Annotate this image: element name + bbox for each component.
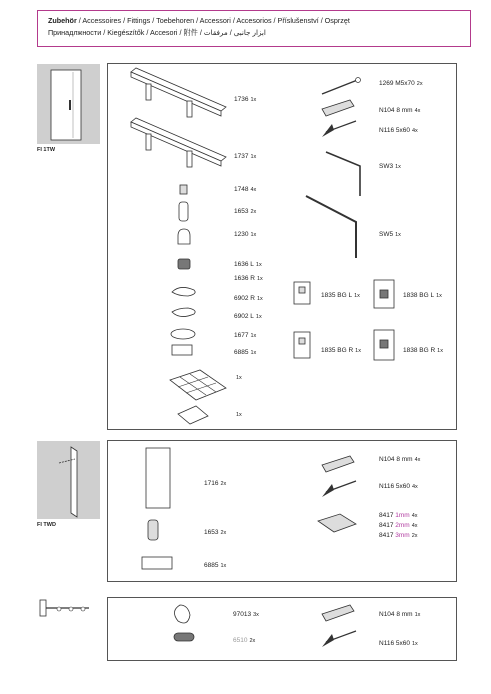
shim-size: 3mm: [395, 532, 410, 539]
part-code: 1269 M5x70: [379, 80, 415, 87]
part-label: [234, 275, 263, 282]
part-label: [234, 313, 262, 320]
part-code: 1838 BG L: [403, 292, 435, 299]
part-code: 1835 BG L: [321, 292, 353, 299]
part-code: SW3: [379, 163, 394, 170]
part-label: [204, 480, 226, 487]
part-qty: 4x: [414, 457, 421, 463]
shim-label: [379, 532, 418, 539]
part-label: [403, 347, 443, 354]
part-label: [234, 295, 263, 302]
part-code: 1835 BG R: [321, 347, 354, 354]
part-qty: 2x: [220, 481, 227, 487]
thumbnail-label: FI 1TW: [37, 147, 56, 153]
part-label: [379, 107, 420, 114]
part-qty: 2x: [416, 81, 423, 87]
part-label: [379, 456, 420, 463]
part-qty: 4x: [414, 108, 421, 114]
part-code: N104 8 mm: [379, 107, 413, 114]
part-label: [204, 562, 226, 569]
part-label: [379, 231, 401, 238]
part-label: [379, 163, 401, 170]
part-qty: 3x: [253, 612, 259, 618]
part-code: 1716: [204, 480, 219, 487]
part-qty: 1x: [250, 97, 257, 103]
part-code: 6885: [234, 349, 249, 356]
shim-label: [379, 512, 418, 519]
part-qty: 1x: [354, 293, 360, 299]
part-code: N116 5x60: [379, 640, 410, 647]
part-qty: 2x: [249, 638, 256, 644]
part-label: [379, 127, 418, 134]
part-code: 1677: [234, 332, 249, 339]
header-languages: / Accessoires / Fittings / Toebehoren / Accessori / Accesorios / Příslušenství / Osprzęt: [76, 16, 350, 25]
part-qty: 1x: [395, 232, 401, 238]
part-qty: 2x: [220, 530, 227, 536]
part-label: [403, 292, 442, 299]
part-code: 1636 R: [234, 275, 255, 282]
part-qty: 1x: [255, 262, 262, 268]
part-qty: 1x: [414, 612, 421, 618]
part-label: [379, 611, 420, 618]
part-label: [204, 529, 226, 536]
shim-code: 8417: [379, 522, 394, 529]
part-label: [379, 640, 418, 647]
part-code: 1653: [204, 529, 219, 536]
shim-code: 8417: [379, 532, 394, 539]
part-label: [233, 611, 259, 618]
part-label: [234, 261, 262, 268]
part-qty: 4x: [411, 523, 418, 529]
part-label: [234, 411, 242, 418]
part-qty: 1x: [437, 348, 443, 354]
part-qty: 2x: [411, 533, 418, 539]
part-code: N104 8 mm: [379, 611, 413, 618]
part-qty: 1x: [255, 314, 262, 320]
part-qty: 1x: [395, 164, 401, 170]
part-qty: 1x: [250, 154, 257, 160]
part-code: 1838 BG R: [403, 347, 436, 354]
part-code: 6885: [204, 562, 219, 569]
part-code: SW5: [379, 231, 394, 238]
part-label: [234, 96, 256, 103]
part-qty: 1x: [250, 350, 257, 356]
part-qty: 4x: [250, 187, 257, 193]
part-qty: 1x: [250, 333, 257, 339]
shim-label: [379, 522, 418, 529]
thumbnail-label: FI TWD: [37, 522, 56, 528]
part-label: [321, 347, 361, 354]
part-label: [234, 231, 256, 238]
part-code: 6902 L: [234, 313, 254, 320]
part-qty: 1x: [236, 412, 242, 418]
part-code: 6902 R: [234, 295, 255, 302]
part-qty: 4x: [411, 484, 418, 490]
part-qty: 1x: [411, 641, 418, 647]
part-code: 1737: [234, 153, 249, 160]
part-label: [321, 292, 360, 299]
part-label: [379, 483, 418, 490]
part-label: [234, 332, 256, 339]
part-code: 1748: [234, 186, 249, 193]
part-label: [233, 637, 255, 644]
part-label: [234, 374, 242, 381]
part-qty: 1x: [220, 563, 227, 569]
part-label: [234, 208, 256, 215]
part-qty: 1x: [436, 293, 442, 299]
part-code: 6510: [233, 637, 248, 644]
part-code: N104 8 mm: [379, 456, 413, 463]
part-qty: 4x: [411, 128, 418, 134]
part-code: 97013: [233, 611, 252, 618]
header-line-2: Принадлжности / Kiegészítők / Accesori / 附件 / ابزار جانبی / مرفقات: [48, 28, 266, 37]
shim-size: 2mm: [395, 522, 410, 529]
header-title: Zubehör: [48, 16, 77, 25]
part-code: N116 5x60: [379, 483, 410, 490]
part-label: [234, 349, 256, 356]
part-code: 1230: [234, 231, 249, 238]
part-qty: 4x: [411, 513, 418, 519]
part-label: [234, 186, 256, 193]
part-qty: 1x: [236, 375, 242, 381]
part-code: 1636 L: [234, 261, 254, 268]
part-code: N116 5x60: [379, 127, 410, 134]
part-qty: 1x: [355, 348, 361, 354]
shim-size: 1mm: [395, 512, 410, 519]
part-qty: 2x: [250, 209, 257, 215]
part-qty: 1x: [250, 232, 257, 238]
part-label: [379, 80, 423, 87]
part-code: 1653: [234, 208, 249, 215]
part-qty: 1x: [256, 276, 263, 282]
part-code: 1736: [234, 96, 249, 103]
part-label: [234, 153, 256, 160]
shim-code: 8417: [379, 512, 394, 519]
part-qty: 1x: [256, 296, 263, 302]
